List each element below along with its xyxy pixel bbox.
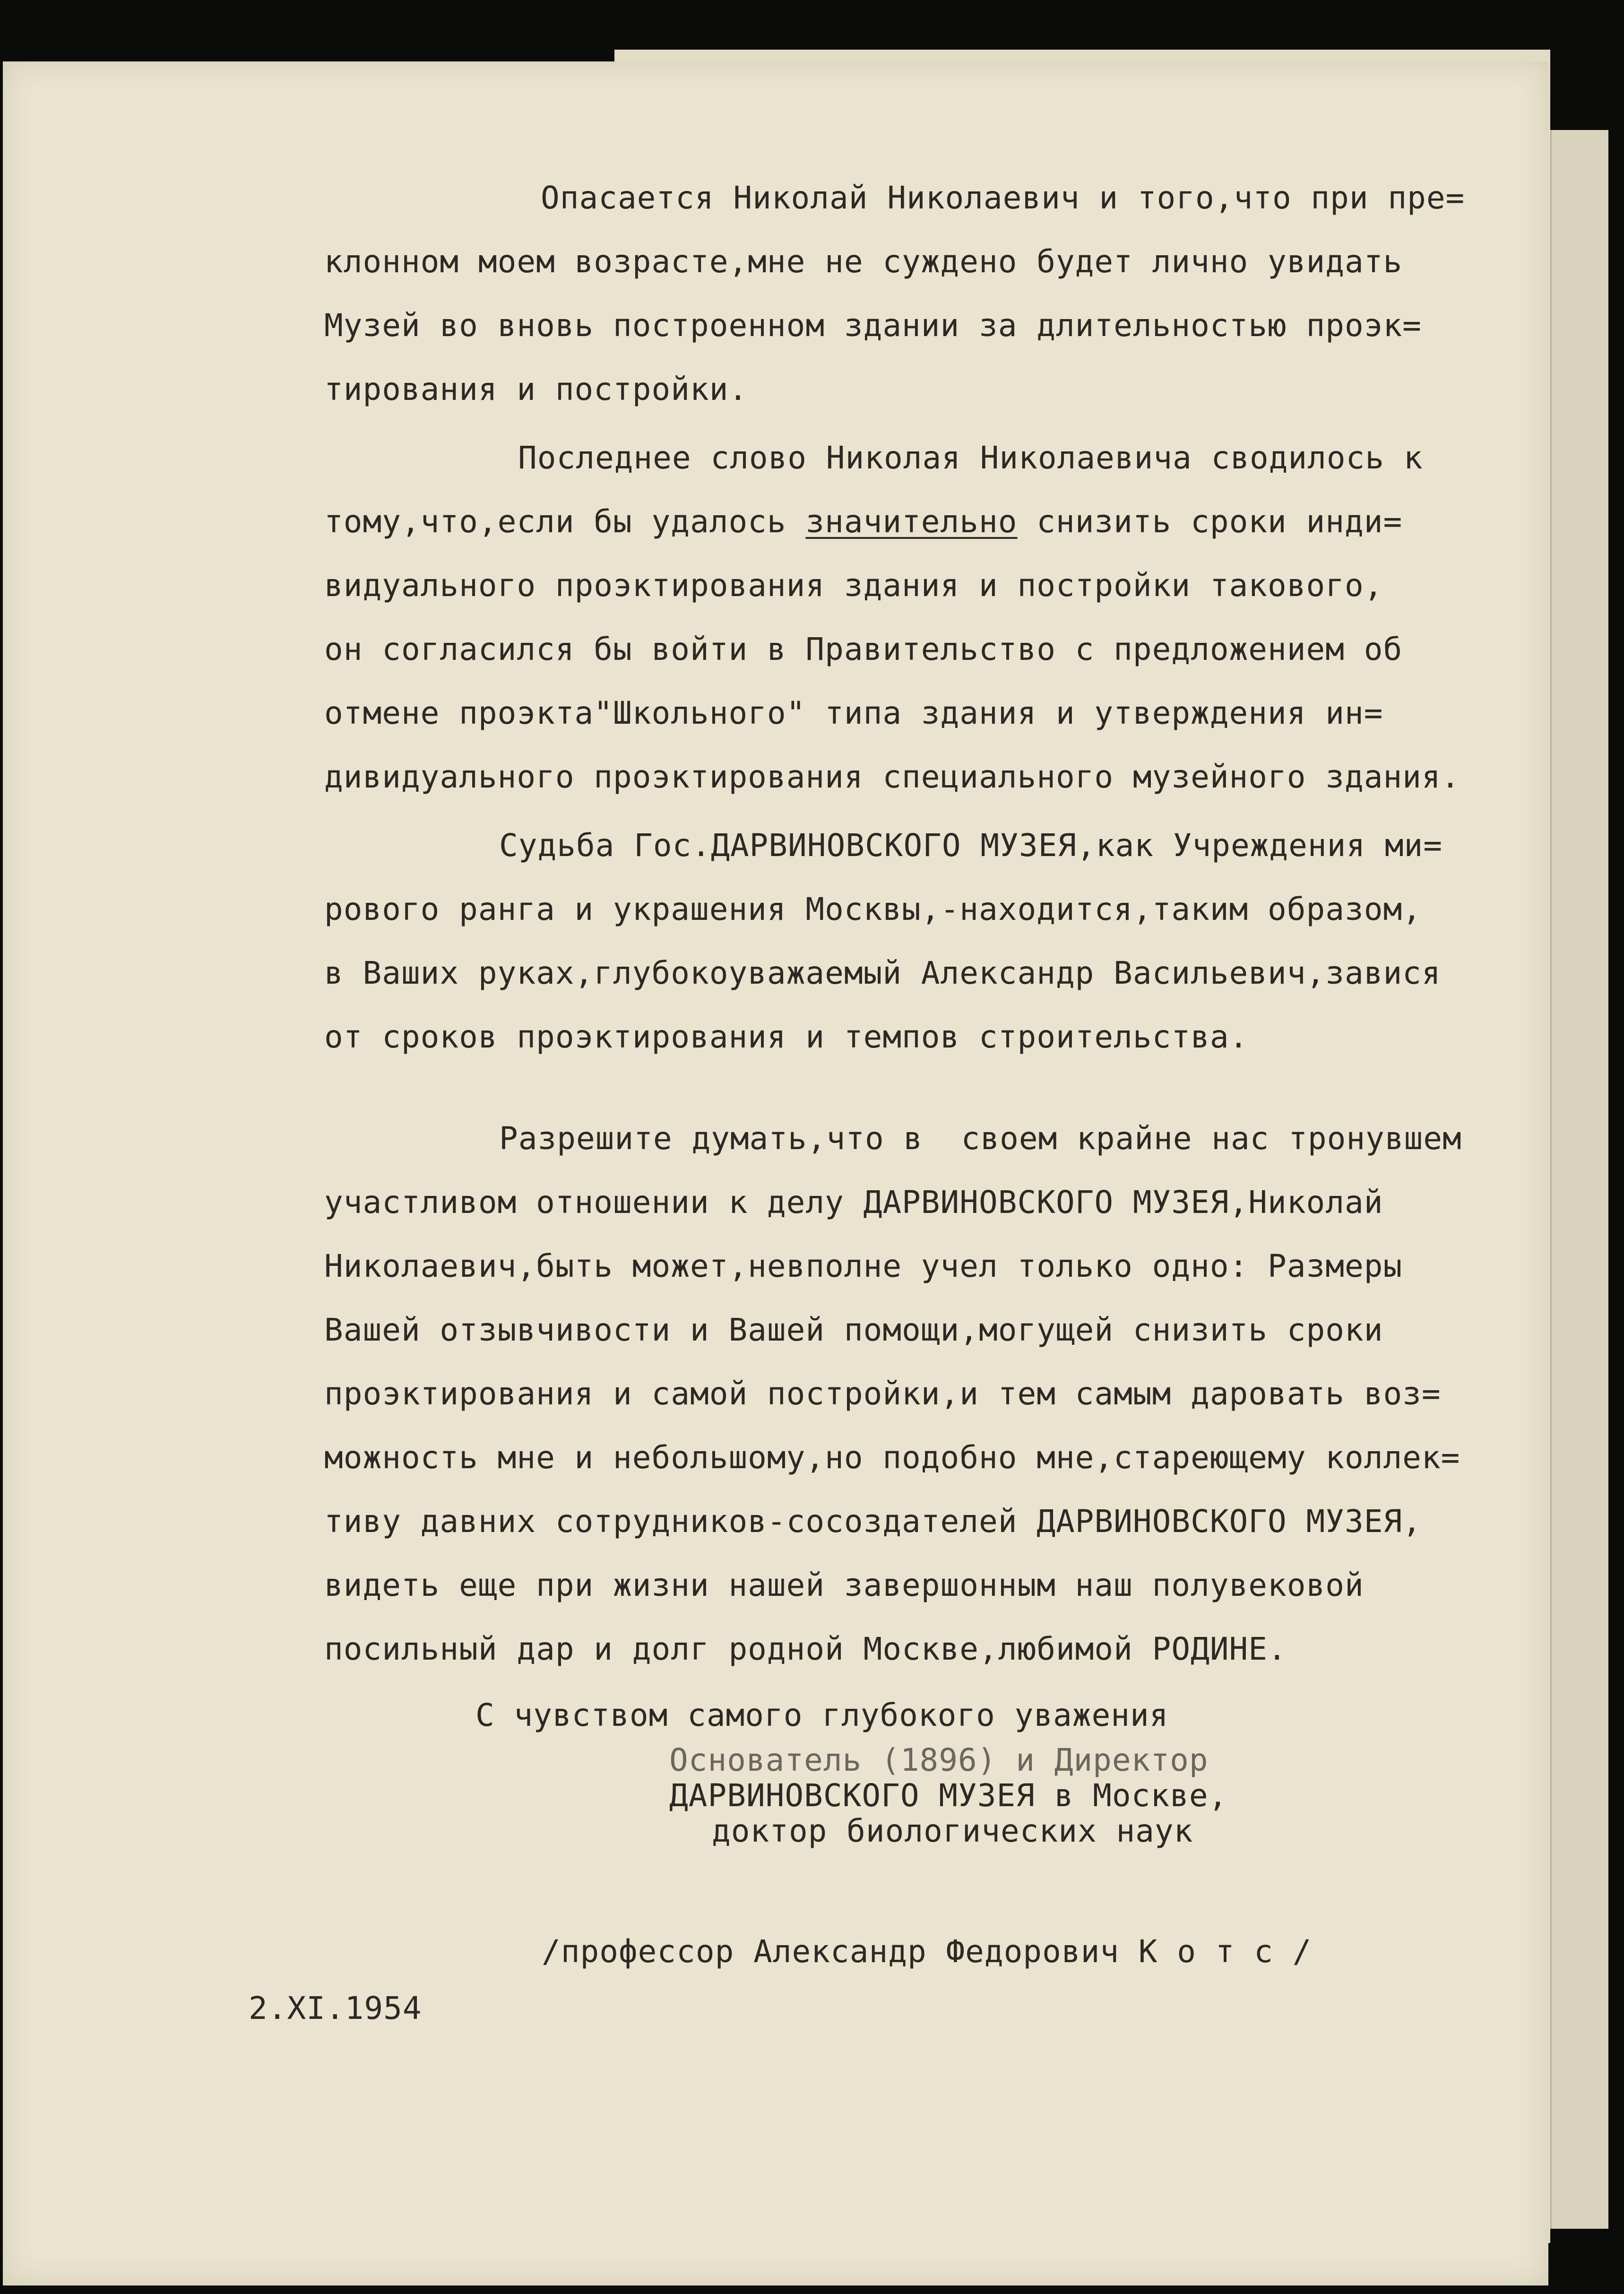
text-line: видуального проэктирования здания и постройки такового, [324, 567, 1383, 604]
document-date: 2.XI.1954 [249, 1990, 422, 2026]
underlined-word: значительно [805, 503, 1018, 540]
text-line [324, 503, 1402, 540]
text-line: отмене проэкта"Школьного" типа здания и утверждения ин= [324, 695, 1383, 731]
text-line: Вашей отзывчивости и Вашей помощи,могущей снизить сроки [324, 1312, 1383, 1348]
text-line: он согласился бы войти в Правительство с предложением об [324, 631, 1403, 667]
text-line: Последнее слово Николая Николаевича сводилось к [518, 440, 1423, 476]
text-line: можность мне и небольшому,но подобно мне,стареющему коллек= [324, 1439, 1460, 1476]
text-line: Опасается Николай Николаевич и того,что при пре= [541, 180, 1465, 216]
text-segment: тому,что,если бы удалось [324, 503, 806, 540]
text-line: от сроков проэктирования и темпов строительства. [324, 1019, 1249, 1055]
text-line: клонном моем возрасте,мне не суждено будет лично увидать [324, 243, 1403, 280]
signer-title-line-1: Основатель (1896) и Директор [669, 1742, 1209, 1778]
text-line: проэктирования и самой постройки,и тем самым даровать воз= [324, 1376, 1441, 1412]
document-page [3, 61, 1548, 2285]
text-line: дивидуального проэктирования специального музейного здания. [324, 759, 1460, 795]
text-line: участливом отношении к делу ДАРВИНОВСКОГО МУЗЕЯ,Николай [324, 1184, 1383, 1221]
text-line: тирования и постройки. [324, 371, 748, 407]
text-line: посильный дар и долг родной Москве,любимой РОДИНЕ. [324, 1631, 1287, 1667]
text-segment: снизить сроки инди= [1017, 503, 1403, 540]
signer-title-line-2: ДАРВИНОВСКОГО МУЗЕЯ в Москве, [669, 1777, 1228, 1814]
text-line: Разрешите думать,что в своем крайне нас тронувшем [499, 1120, 1462, 1157]
text-line: видеть еще при жизни нашей завершонным наш полувековой [324, 1567, 1364, 1603]
signature-line: /профессор Александр Федорович К о т с / [542, 1933, 1312, 1970]
text-line: Музей во вновь построенном здании за длительностью проэк= [324, 307, 1422, 344]
back-page-edge [1550, 130, 1608, 2229]
signer-title-line-3: доктор биологических наук [712, 1813, 1193, 1849]
text-line: рового ранга и украшения Москвы,-находится,таким образом, [324, 891, 1422, 927]
text-line: Судьба Гос.ДАРВИНОВСКОГО МУЗЕЯ,как Учреждения ми= [499, 827, 1443, 864]
text-line: Николаевич,быть может,невполне учел только одно: Размеры [324, 1248, 1403, 1284]
text-line: в Ваших руках,глубокоуважаемый Александр Васильевич,завися [324, 955, 1441, 991]
closing-greeting: С чувством самого глубокого уважения [475, 1697, 1169, 1733]
text-line: тиву давних сотрудников-сосоздателей ДАРВИНОВСКОГО МУЗЕЯ, [324, 1503, 1422, 1540]
